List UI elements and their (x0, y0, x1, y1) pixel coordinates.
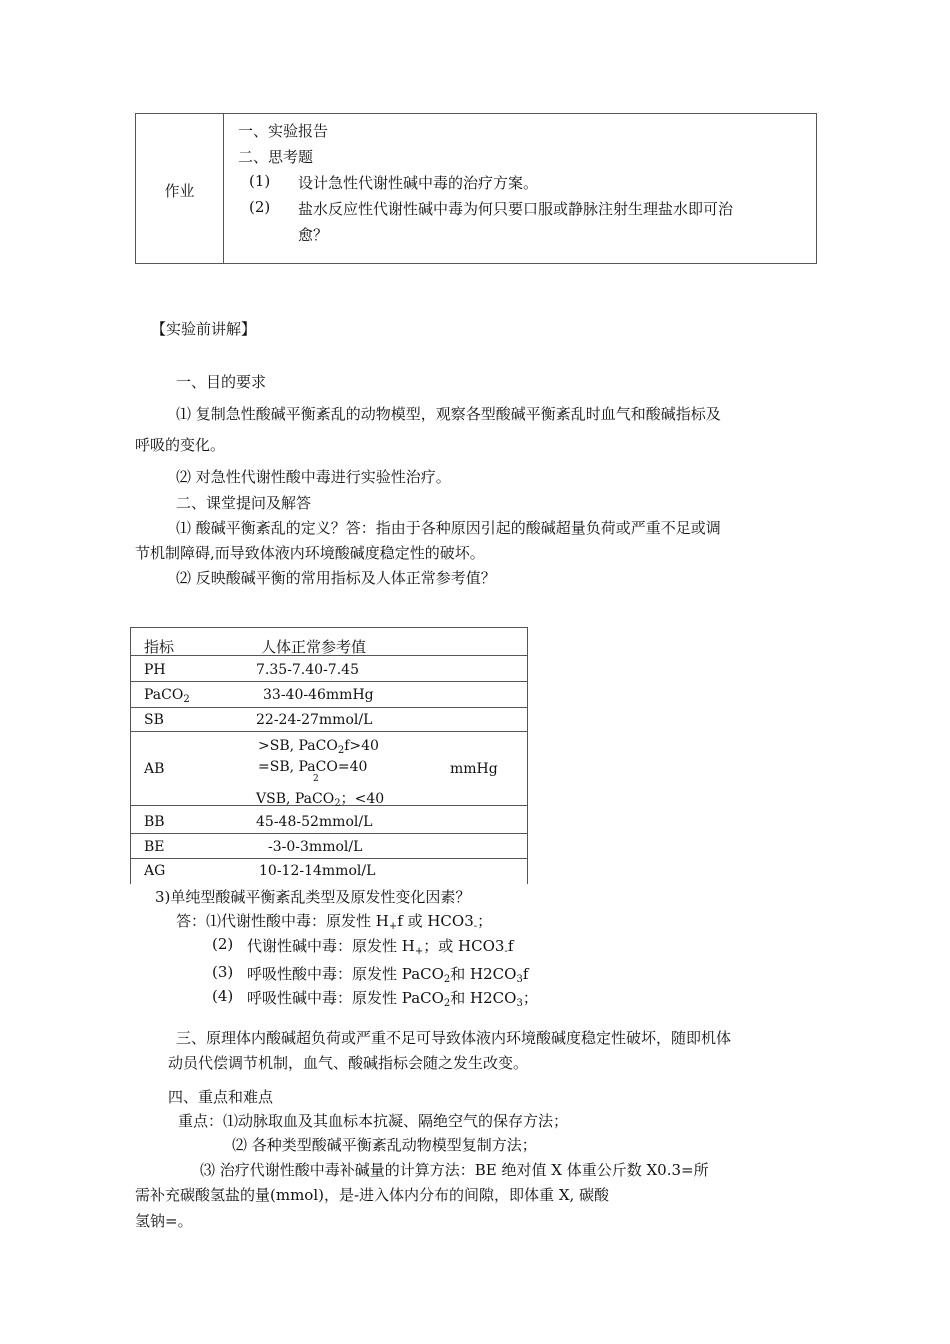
homework-q2-text-line1: 盐水反应性代谢性碱中毒为何只要口服或静脉注射生理盐水即可治 (298, 200, 734, 218)
homework-label: 作业 (164, 182, 195, 200)
row-paco2-label: PaCO$_2$ (144, 687, 190, 705)
keypoint-3-line2: 需补充碳酸氢盐的量(mmol)，是-进入体内分布的间隙，即体重 X, 碳酸 (135, 1186, 610, 1204)
principle-line1: 三、原理体内酸碱超负荷或严重不足可导致体液内环境酸碱度稳定性破坏，随即机体 (176, 1029, 732, 1047)
qa-heading: 二、课堂提问及解答 (176, 494, 312, 512)
qa-q1-line1: ⑴ 酸碱平衡紊乱的定义？答：指由于各种原因引起的酸碱超量负荷或严重不足或调 (176, 519, 721, 537)
section-title: 【实验前讲解】 (151, 320, 257, 338)
row-ab-unit: mmHg (450, 761, 498, 777)
homework-line-questions: 二、思考题 (238, 148, 314, 166)
types-answer-2-number: (2) (212, 935, 234, 953)
reference-values-table (130, 627, 528, 884)
row-be-value: -3-0-3mmol/L (268, 839, 363, 855)
row-be-label: BE (144, 839, 165, 855)
row-ph-label: PH (144, 662, 166, 678)
homework-q2-text-line2: 愈？ (298, 226, 329, 244)
row-bb-label: BB (144, 814, 165, 830)
row-ag-label: AG (144, 863, 166, 879)
types-answer-3-number: (3) (212, 963, 234, 981)
homework-table (135, 113, 817, 264)
row-ph-value: 7.35-7.40-7.45 (256, 662, 359, 678)
row-sb-label: SB (144, 712, 164, 728)
homework-q1-text: 设计急性代谢性碱中毒的治疗方案。 (298, 174, 539, 192)
keypoint-3-line1: ⑶ 治疗代谢性酸中毒补碱量的计算方法：BE 绝对值 X 体重公斤数 X0.3=所 (200, 1161, 709, 1179)
table-row-divider (131, 858, 527, 859)
keypoint-1: 重点：⑴动脉取血及其血标本抗凝、隔绝空气的保存方法； (178, 1112, 569, 1130)
keypoints-heading: 四、重点和难点 (168, 1088, 274, 1106)
row-paco2-value: 33-40-46mmHg (263, 687, 374, 703)
qa-q1-line2: 节机制障碍,而导致体液内环境酸碱度稳定性的破坏。 (135, 544, 485, 562)
objectives-heading: 一、目的要求 (176, 373, 267, 391)
types-answer-4-number: (4) (212, 987, 234, 1005)
row-ab-line2: =SB, PaCO=40 (258, 759, 368, 775)
table-row-divider (131, 681, 527, 682)
row-ab-line2-subscript: 2 (313, 774, 319, 784)
homework-line-report: 一、实验报告 (238, 122, 329, 140)
row-ab-label: AB (144, 761, 165, 777)
table-row-divider (131, 731, 527, 732)
row-ag-value: 10-12-14mmol/L (259, 863, 376, 879)
types-answer-1: 答：⑴代谢性酸中毒：原发性 $H_+f$ 或 $HCO3_-$； (176, 912, 493, 932)
row-bb-value: 45-48-52mmol/L (256, 814, 373, 830)
table-row-divider (131, 833, 527, 834)
keypoint-2: ⑵ 各种类型酸碱平衡紊乱动物模型复制方法； (232, 1136, 537, 1154)
types-question: 3)单纯型酸碱平衡紊乱类型及原发性变化因素？ (155, 888, 471, 906)
objective-2: ⑵ 对急性代谢性酸中毒进行实验性治疗。 (176, 468, 451, 486)
keypoint-3-line3: 氢钠=。 (135, 1212, 193, 1230)
homework-table-divider (223, 114, 224, 263)
homework-q2-number: (2) (249, 198, 271, 216)
principle-line2: 动员代偿调节机制，血气、酸碱指标会随之发生改变。 (168, 1054, 529, 1072)
row-sb-value: 22-24-27mmol/L (256, 712, 373, 728)
homework-q1-number: (1) (249, 172, 271, 190)
row-ab-line1: >SB, PaCO$_2$f>40 (258, 738, 379, 756)
types-answer-3: 呼吸性酸中毒：原发性 PaCO$_2$和 $H2CO_3f$ (247, 965, 529, 985)
objective-1-line1: ⑴ 复制急性酸碱平衡紊乱的动物模型，观察各型酸碱平衡紊乱时血气和酸碱指标及 (176, 405, 721, 423)
row-ab-line3: VSB, PaCO$_2$；<40 (256, 791, 385, 809)
qa-q2: ⑵ 反映酸碱平衡的常用指标及人体正常参考值？ (176, 569, 496, 587)
header-reference-value: 人体正常参考值 (261, 638, 367, 656)
header-indicator: 指标 (144, 638, 175, 656)
objective-1-line2: 呼吸的变化。 (135, 436, 226, 454)
table-row-divider (131, 707, 527, 708)
types-answer-2: 代谢性碱中毒：原发性 $H_+$；或 $HCO3_-f$ (247, 937, 514, 957)
types-answer-4: 呼吸性碱中毒：原发性 PaCO$_2$和 $H2CO_3$； (247, 989, 538, 1009)
